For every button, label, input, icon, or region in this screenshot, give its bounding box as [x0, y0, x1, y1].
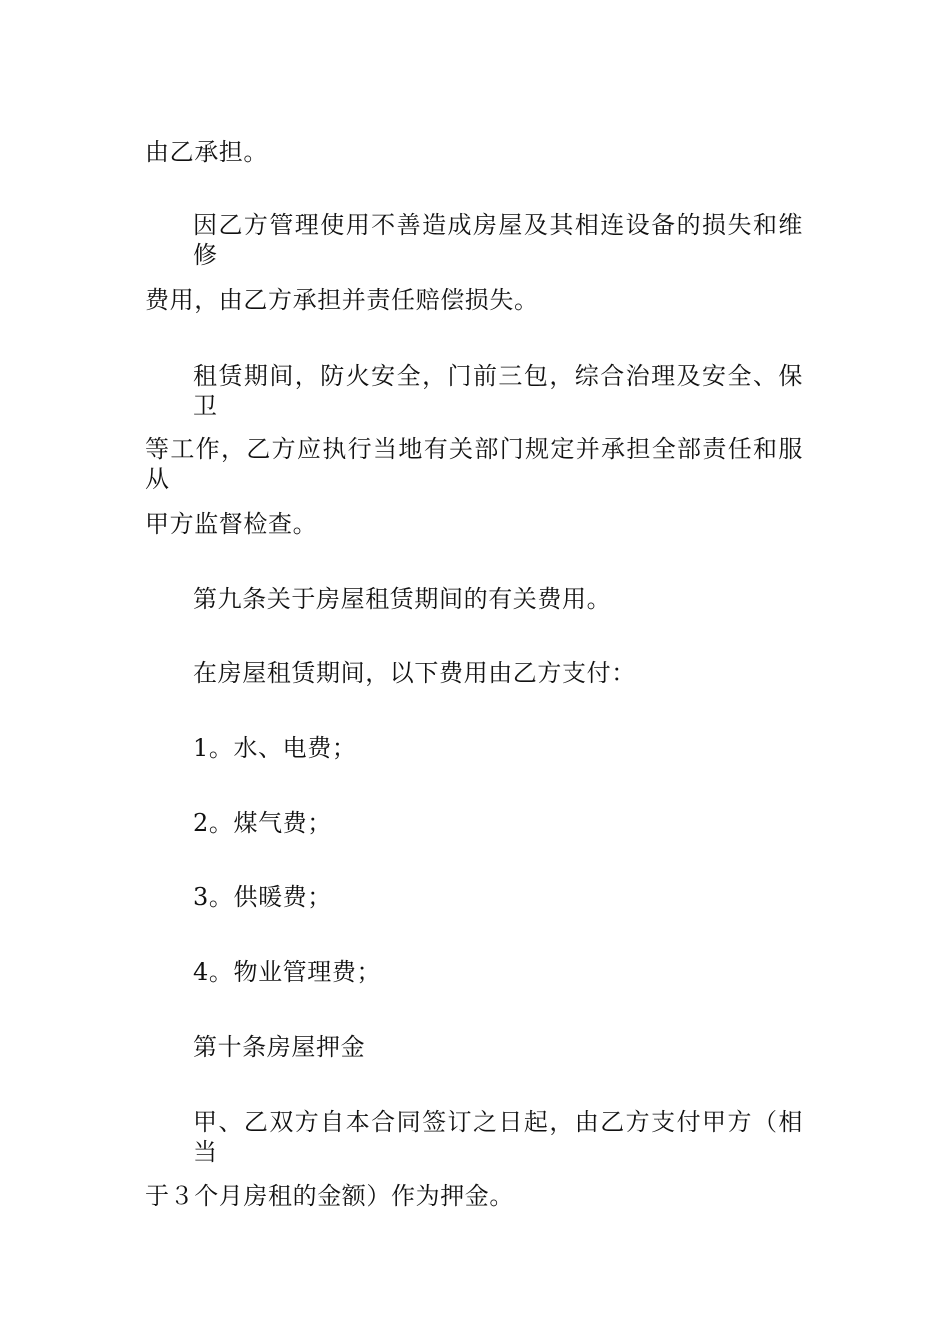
heading-article-10: 第十条房屋押金 — [193, 1033, 366, 1061]
text-line-8: 在房屋租赁期间，以下费用由乙方支付： — [193, 659, 636, 687]
text-line-4: 租赁期间，防火安全，门前三包，综合治理及安全、保卫 — [193, 362, 803, 420]
text-line-1: 由乙承担。 — [145, 138, 268, 166]
list-item-2: 2。煤气费； — [193, 809, 332, 837]
list-item-1: 1。水、电费； — [193, 734, 357, 762]
list-item-3: 3。供暖费； — [193, 883, 332, 911]
text-line-5: 等工作，乙方应执行当地有关部门规定并承担全部责任和服从 — [145, 435, 803, 493]
list-item-4: 4。物业管理费； — [193, 958, 382, 986]
text-line-14: 甲、乙双方自本合同签订之日起，由乙方支付甲方（相当 — [193, 1108, 803, 1166]
text-line-3: 费用，由乙方承担并责任赔偿损失。 — [145, 286, 539, 314]
heading-article-9: 第九条关于房屋租赁期间的有关费用。 — [193, 585, 612, 613]
text-line-6: 甲方监督检查。 — [145, 510, 318, 538]
text-line-2: 因乙方管理使用不善造成房屋及其相连设备的损失和维修 — [193, 211, 803, 269]
text-line-15: 于３个月房租的金额）作为押金。 — [145, 1182, 514, 1210]
